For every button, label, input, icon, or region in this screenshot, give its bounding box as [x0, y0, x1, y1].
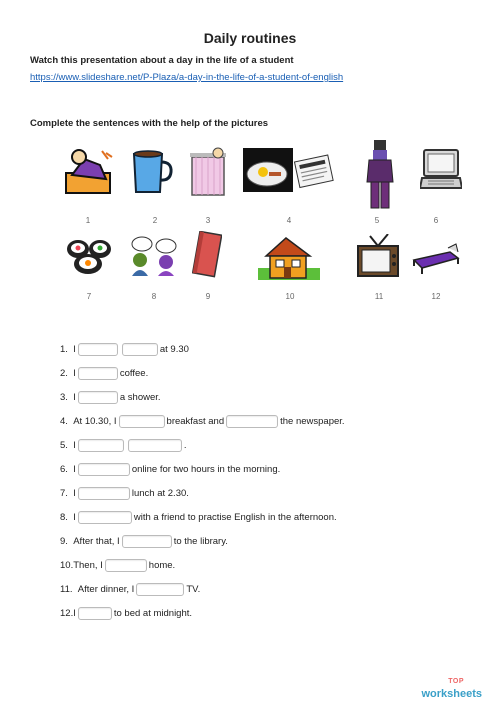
answer-blank[interactable]: [128, 439, 182, 452]
sentence-text: to bed at midnight.: [113, 607, 193, 619]
answer-blank[interactable]: [78, 439, 124, 452]
answer-blank[interactable]: [136, 583, 184, 596]
sentence-text: I: [73, 511, 76, 523]
sentence-text: I: [73, 367, 76, 379]
answer-blank[interactable]: [122, 343, 158, 356]
topworksheets-logo: [421, 678, 482, 701]
getting-dressed-icon: [365, 140, 395, 210]
sentence-number: 1.: [60, 343, 68, 355]
answer-blank[interactable]: [78, 343, 118, 356]
sentence-4: [60, 413, 345, 429]
picture-number: 3: [205, 216, 211, 225]
answer-blank[interactable]: [78, 463, 130, 476]
sentence-text: with a friend to practise English in the afternoon.: [133, 511, 337, 523]
answer-blank[interactable]: [78, 391, 118, 404]
sentence-number: 9.: [60, 535, 68, 547]
sentence-text: to the library.: [173, 535, 228, 547]
sentence-11: [60, 581, 200, 597]
bed-icon: [410, 238, 460, 276]
sentence-text: home.: [148, 559, 176, 571]
sentence-text: online for two hours in the morning.: [131, 463, 281, 475]
sentence-number: 6.: [60, 463, 68, 475]
sentence-number: 2.: [60, 367, 68, 379]
sentence-text: .: [183, 439, 187, 451]
sentence-number: 11.: [60, 583, 73, 595]
logo-top-text: TOP: [448, 678, 464, 685]
sentence-text: I: [73, 607, 76, 619]
sentence-text: a shower.: [119, 391, 161, 403]
answer-blank[interactable]: [105, 559, 147, 572]
picture-number: 7: [86, 292, 92, 301]
logo-brand-text: worksheets: [421, 688, 482, 700]
sentence-5: [60, 437, 187, 453]
sentence-text: I: [73, 463, 76, 475]
sentence-9: [60, 533, 228, 549]
sentence-text: at 9.30: [159, 343, 189, 355]
sentence-text: After dinner, I: [77, 583, 135, 595]
sentence-number: 3.: [60, 391, 68, 403]
answer-blank[interactable]: [119, 415, 165, 428]
television-icon: [356, 234, 400, 280]
house-icon: [258, 232, 320, 280]
answer-blank[interactable]: [78, 367, 118, 380]
sentence-number: 5.: [60, 439, 68, 451]
answer-blank[interactable]: [226, 415, 278, 428]
sentence-number: 7.: [60, 487, 68, 499]
sentence-text: I: [73, 343, 76, 355]
sentence-text: TV.: [186, 583, 201, 595]
coffee-mug-icon: [130, 148, 174, 196]
answer-blank[interactable]: [78, 511, 132, 524]
page-title: Daily routines: [203, 30, 297, 46]
sentence-7: [60, 485, 189, 501]
shower-icon: [190, 147, 226, 197]
sentence-text: Then, I: [73, 559, 103, 571]
sentence-number: 12.: [60, 607, 74, 619]
picture-number: 4: [286, 216, 292, 225]
answer-blank[interactable]: [78, 487, 130, 500]
sentence-number: 10.: [60, 559, 74, 571]
presentation-link[interactable]: https://www.slideshare.net/P-Plaza/a-day-in-the-life-of-a-student-of-english: [30, 72, 344, 83]
picture-number: 10: [285, 292, 295, 301]
answer-blank[interactable]: [78, 607, 112, 620]
book-icon: [192, 231, 222, 279]
picture-number: 12: [431, 292, 441, 301]
sentence-6: [60, 461, 280, 477]
chatting-people-icon: [128, 236, 180, 278]
picture-number: 5: [374, 216, 380, 225]
laptop-icon: [420, 148, 462, 192]
sentence-text: I: [73, 391, 76, 403]
sentence-1: [60, 341, 189, 357]
picture-number: 11: [374, 292, 384, 301]
picture-number: 1: [85, 216, 91, 225]
sentence-3: [60, 389, 161, 405]
sentence-text: coffee.: [119, 367, 149, 379]
sentence-text: I: [73, 487, 76, 499]
sentence-text: After that, I: [73, 535, 120, 547]
sentence-text: breakfast and: [166, 415, 225, 427]
sentence-2: [60, 365, 148, 381]
picture-number: 6: [433, 216, 439, 225]
picture-number: 2: [152, 216, 158, 225]
instruction-text: Complete the sentences with the help of the pictures: [30, 118, 269, 129]
picture-number: 8: [151, 292, 157, 301]
answer-blank[interactable]: [122, 535, 172, 548]
sentence-text: At 10.30, I: [73, 415, 117, 427]
intro-text: Watch this presentation about a day in the life of a student: [30, 55, 294, 66]
sentence-number: 4.: [60, 415, 68, 427]
sentence-10: [60, 557, 175, 573]
sentence-text: the newspaper.: [280, 415, 345, 427]
sentence-12: [60, 605, 192, 621]
picture-number: 9: [205, 292, 211, 301]
sushi-icon: [64, 237, 114, 275]
sentence-text: lunch at 2.30.: [131, 487, 189, 499]
sentence-8: [60, 509, 337, 525]
breakfast-newspaper-icon: [243, 148, 335, 194]
sentence-number: 8.: [60, 511, 68, 523]
waking-person-icon: [62, 145, 114, 197]
sentence-text: I: [73, 439, 76, 451]
